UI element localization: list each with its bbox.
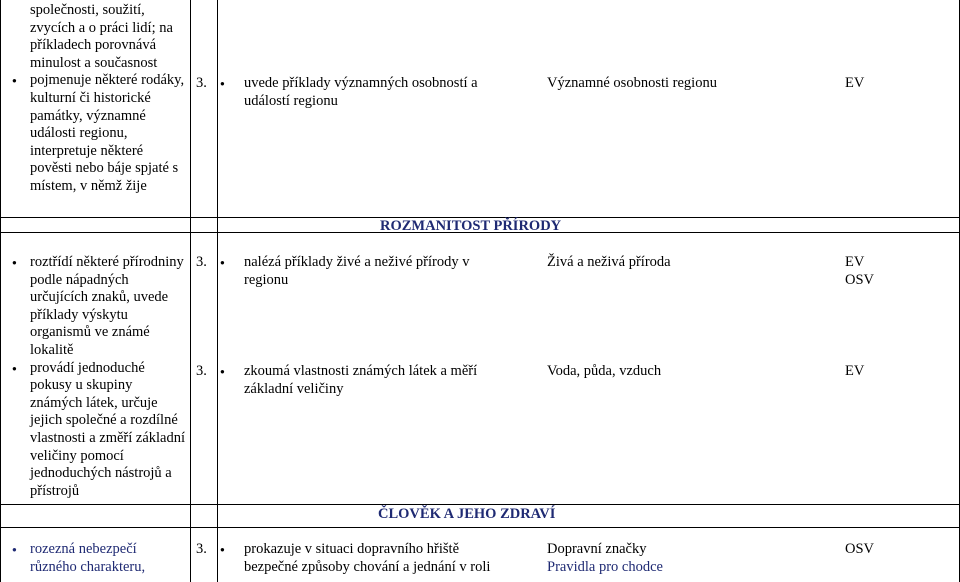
bullet-icon: ● bbox=[220, 545, 225, 554]
outcome-item: ● pojmenuje některé rodáky, kulturní či historické památky, významné události regionu, interpretuje některé pověsti nebo báje spjaté s místem, v němž žije bbox=[8, 72, 186, 195]
objective-number: 3. bbox=[196, 541, 207, 557]
outcome-list bbox=[8, 254, 186, 500]
objective-text: uvede příklady významných osobností a událostí regionu bbox=[244, 75, 478, 109]
objective-text: prokazuje v situaci dopravního hřiště bezpečné způsoby chování a jednání v roli bbox=[244, 541, 491, 575]
objective-number: 3. bbox=[196, 75, 207, 91]
section-heading-health: ČLOVĚK A JEHO ZDRAVÍ bbox=[378, 506, 556, 522]
bullet-icon: ● bbox=[220, 367, 225, 376]
row3-crosscutting: OSV bbox=[845, 541, 875, 557]
row3-objective-item bbox=[196, 541, 526, 581]
row-divider-2 bbox=[0, 504, 960, 505]
row2-topic-1: Živá a neživá příroda bbox=[547, 254, 671, 270]
row2-objective-item-2 bbox=[196, 363, 526, 403]
outcome-list bbox=[8, 72, 186, 195]
row-divider-2b bbox=[0, 527, 960, 528]
row2-crosscutting-2: EV bbox=[845, 363, 865, 379]
outcome-list bbox=[8, 541, 186, 576]
row2-objective-item-1 bbox=[196, 254, 526, 294]
topic-line: Dopravní značky bbox=[547, 541, 647, 557]
objective-text: zkoumá vlastnosti známých látek a měří základní veličiny bbox=[244, 363, 478, 397]
topic-line: Pravidla pro chodce bbox=[547, 558, 663, 575]
outcome-item: ● rozezná nebezpečí různého charakteru, bbox=[8, 541, 186, 576]
row1-outcomes bbox=[8, 2, 186, 196]
row2-topic-2: Voda, půda, vzduch bbox=[547, 363, 662, 379]
objective-number: 3. bbox=[196, 254, 207, 270]
bullet-icon: ● bbox=[220, 258, 225, 267]
row3-outcomes bbox=[8, 541, 186, 576]
objective-text: nalézá příklady živé a neživé přírody v regionu bbox=[244, 254, 470, 288]
table-border-left bbox=[0, 0, 1, 582]
row1-objective-item bbox=[196, 75, 526, 115]
continued-text: společnosti, soužití, zvycích a o práci lidí; na příkladech porovnává minulost a současnost bbox=[30, 2, 173, 71]
row3-topics bbox=[547, 541, 807, 576]
outcome-item: ● provádí jednoduché pokusy u skupiny známých látek, určuje jejich společné a rozdílné vlastnosti a změří základní veličiny pomocí jednoduchých nástrojů a přístrojů bbox=[8, 360, 186, 501]
column-divider-1 bbox=[190, 0, 191, 582]
row2-crosscutting-1: EV OSV bbox=[845, 254, 875, 288]
row1-topic: Významné osobnosti regionu bbox=[547, 75, 717, 91]
row1-crosscutting: EV bbox=[845, 75, 865, 91]
section-heading-nature: ROZMANITOST PŘÍRODY bbox=[380, 218, 562, 234]
bullet-icon: ● bbox=[220, 79, 225, 88]
row2-outcomes bbox=[8, 254, 186, 500]
outcome-item: ● roztřídí některé přírodniny podle nápadných určujících znaků, uvede příklady výskytu organismů ve známé lokalitě bbox=[8, 254, 186, 360]
objective-number: 3. bbox=[196, 363, 207, 379]
